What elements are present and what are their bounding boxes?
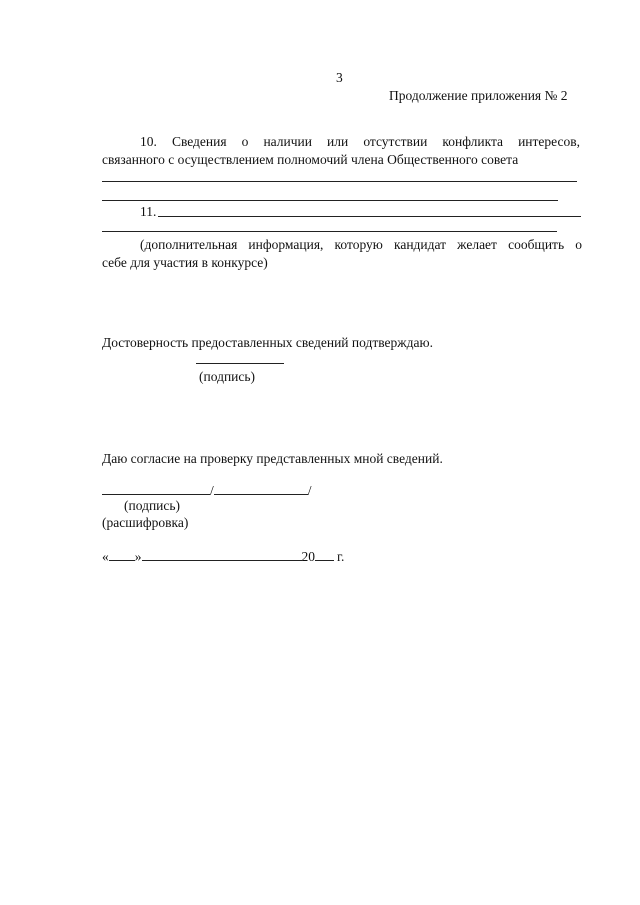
date-open-quote: «	[102, 549, 109, 564]
item10-line1: 10. Сведения о наличии или отсутствии конфликта интересов,	[140, 134, 580, 149]
item11-label: 11.	[140, 204, 157, 219]
confirmation-text: Достоверность предоставленных сведений подтверждаю.	[102, 335, 433, 350]
item11-answer-line-2	[102, 231, 557, 232]
additional-info-line2: себе для участия в конкурсе)	[102, 255, 268, 270]
decoding-blank	[214, 482, 308, 495]
consent-text: Даю согласие на проверку представленных мной сведений.	[102, 451, 443, 466]
item11-answer-line-1	[158, 216, 581, 217]
page-number: 3	[336, 70, 343, 85]
month-blank	[142, 548, 302, 561]
date-line	[102, 548, 344, 565]
separator-1: /	[210, 483, 214, 498]
item10-answer-line-2	[102, 200, 558, 201]
additional-info-line1: (дополнительная информация, которую кандидат желает сообщить о	[140, 237, 582, 252]
consent-signature-caption: (подпись)	[124, 498, 181, 513]
appendix-continuation: Продолжение приложения № 2	[389, 88, 568, 103]
year-blank	[315, 548, 334, 561]
consent-decoding-caption: (расшифровка)	[102, 515, 189, 530]
confirmation-signature-caption: (подпись)	[199, 369, 256, 384]
item10-line2: связанного с осуществлением полномочий члена Общественного совета	[102, 152, 519, 167]
day-blank	[109, 548, 135, 561]
item10-answer-line-1	[102, 181, 577, 182]
date-close-quote: »	[134, 549, 142, 564]
year-prefix: 20	[301, 549, 315, 564]
confirmation-signature-line	[196, 363, 284, 364]
year-suffix: г.	[337, 549, 345, 564]
separator-2: /	[307, 483, 312, 498]
signature-blank	[102, 482, 210, 495]
